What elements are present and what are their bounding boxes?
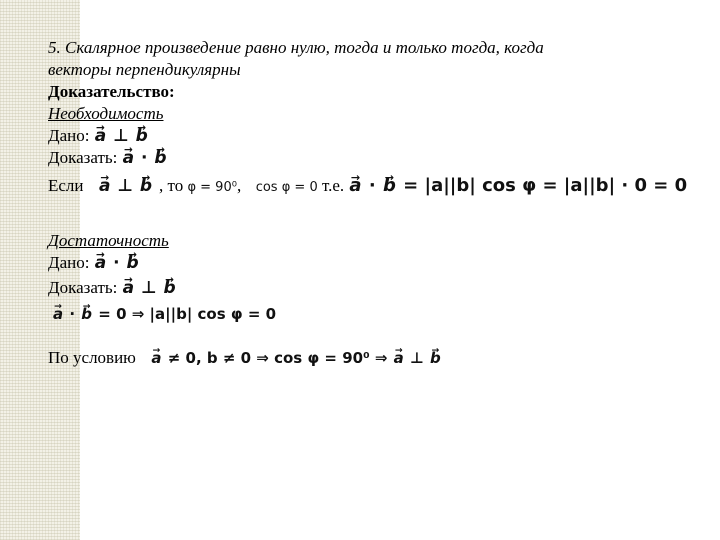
necessity-label: Необходимость: [48, 104, 164, 123]
vector-a: → a: [122, 147, 135, 169]
comma: ,: [236, 176, 242, 195]
prove-formula: [122, 148, 168, 168]
vector-a: → a: [52, 303, 64, 325]
cos-formula: cos φ = 0: [255, 180, 318, 195]
by-condition-row: [48, 347, 442, 369]
perp-symbol: ⊥: [410, 349, 424, 367]
perp-symbol: ⊥: [113, 126, 129, 146]
vector-a: → a: [98, 175, 111, 197]
perp-symbol: ⊥: [141, 278, 157, 298]
necessity-if-row: [48, 175, 687, 197]
ie-label: т.е.: [321, 176, 345, 195]
perp-symbol: ⊥: [117, 176, 133, 196]
result-rhs: = |a||b| cos φ = |a||b| · 0 = 0: [403, 175, 688, 196]
theorem-heading-line2: векторы перпендикулярны: [48, 60, 241, 79]
prove-label: Доказать:: [48, 278, 118, 297]
vector-a: → a: [150, 347, 162, 369]
vector-a: → a: [122, 277, 135, 299]
if-formula: [98, 176, 159, 196]
dot-symbol: ·: [113, 253, 120, 273]
vector-a: → a: [348, 175, 362, 197]
vector-b: → b: [135, 125, 149, 147]
dot-symbol: ·: [141, 148, 148, 168]
theorem-heading-line1: 5. Скалярное произведение равно нулю, тогда и только тогда, когда: [48, 38, 544, 57]
given-label: Дано:: [48, 253, 90, 272]
dot-symbol: ·: [69, 305, 76, 323]
condition-text: ≠ 0, b ≠ 0 ⇒ cos φ = 90⁰ ⇒: [167, 349, 388, 367]
vector-b: → b: [429, 347, 442, 369]
vector-a: → a: [94, 252, 107, 274]
given-formula: [94, 253, 140, 273]
by-condition-label: По условию: [48, 348, 136, 367]
condition-formula: [150, 349, 441, 367]
if-label: Если: [48, 176, 84, 195]
given-formula: [94, 126, 149, 146]
result-formula: [348, 175, 687, 196]
necessity-prove-row: [48, 147, 168, 169]
vector-b: → b: [382, 175, 397, 197]
phi-formula: φ = 90⁰: [187, 180, 237, 195]
vector-b: → b: [80, 303, 93, 325]
sufficiency-label: Достаточность: [48, 231, 169, 250]
sufficiency-formula-row: [52, 303, 276, 325]
dot-symbol: ·: [368, 175, 376, 196]
vector-b: → b: [126, 252, 140, 274]
given-label: Дано:: [48, 126, 90, 145]
sufficiency-equation: = 0 ⇒ |a||b| cos φ = 0: [98, 305, 277, 323]
vector-a: → a: [393, 347, 405, 369]
prove-formula: [122, 278, 177, 298]
sufficiency-prove-row: [48, 277, 177, 299]
vector-b: → b: [139, 175, 153, 197]
vector-b: → b: [153, 147, 167, 169]
vector-a: → a: [94, 125, 107, 147]
proof-label: Доказательство:: [48, 82, 175, 101]
vector-b: → b: [163, 277, 177, 299]
then-label: , то: [158, 176, 184, 195]
prove-label: Доказать:: [48, 148, 118, 167]
necessity-given-row: [48, 125, 149, 147]
